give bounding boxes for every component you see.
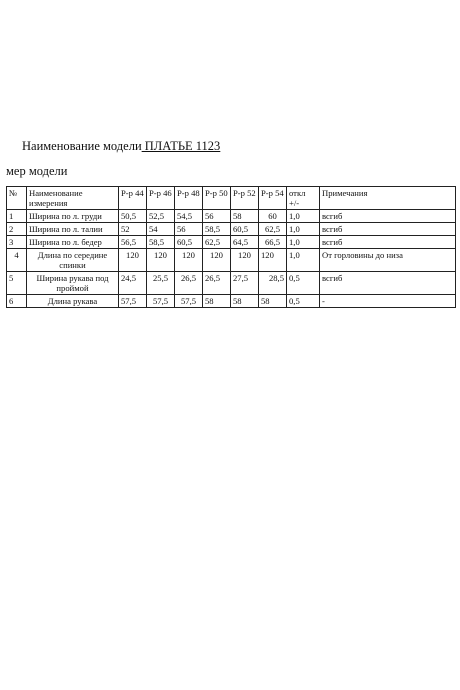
tolerance-value: 1,0: [287, 249, 320, 272]
row-number: 4: [7, 249, 27, 272]
value-size-48: 26,5: [175, 272, 203, 295]
value-size-52: 60,5: [231, 223, 259, 236]
row-number: 6: [7, 295, 27, 308]
value-size-46: 120: [147, 249, 175, 272]
column-header-size-46: Р-р 46: [147, 187, 175, 210]
measurement-name: Ширина по л. груди: [27, 210, 119, 223]
value-size-48: 57,5: [175, 295, 203, 308]
value-size-46: 54: [147, 223, 175, 236]
value-size-46: 25,5: [147, 272, 175, 295]
column-header-size-48: Р-р 48: [175, 187, 203, 210]
value-size-50: 56: [203, 210, 231, 223]
value-size-48: 120: [175, 249, 203, 272]
value-size-50: 120: [203, 249, 231, 272]
value-size-54: 66,5: [259, 236, 287, 249]
column-header-size-54: Р-р 54: [259, 187, 287, 210]
column-header-size-52: Р-р 52: [231, 187, 259, 210]
measurement-name: Длина по середине спинки: [27, 249, 119, 272]
value-size-46: 58,5: [147, 236, 175, 249]
value-size-50: 62,5: [203, 236, 231, 249]
column-header-notes: Примечания: [320, 187, 456, 210]
value-size-44: 56,5: [119, 236, 147, 249]
value-size-52: 58: [231, 295, 259, 308]
row-number: 5: [7, 272, 27, 295]
measurement-name: Ширина по л. бедер: [27, 236, 119, 249]
value-size-48: 56: [175, 223, 203, 236]
column-header-size-44: Р-р 44: [119, 187, 147, 210]
row-number: 1: [7, 210, 27, 223]
table-row: [7, 210, 456, 223]
document-subtitle: мер модели: [6, 164, 68, 178]
value-size-52: 27,5: [231, 272, 259, 295]
value-size-54: 62,5: [259, 223, 287, 236]
tolerance-value: 1,0: [287, 236, 320, 249]
model-name: ПЛАТЬЕ 1123: [141, 139, 221, 153]
table-header-row: [7, 187, 456, 210]
note: От горловины до низа: [320, 249, 456, 272]
note: -: [320, 295, 456, 308]
value-size-48: 60,5: [175, 236, 203, 249]
tolerance-value: 0,5: [287, 295, 320, 308]
tolerance-value: 1,0: [287, 210, 320, 223]
value-size-52: 64,5: [231, 236, 259, 249]
measurement-name: Ширина рукава под проймой: [27, 272, 119, 295]
value-size-52: 58: [231, 210, 259, 223]
column-header-tolerance: откл +/-: [287, 187, 320, 210]
value-size-44: 57,5: [119, 295, 147, 308]
table-row: [7, 236, 456, 249]
note: всгиб: [320, 223, 456, 236]
table-row: [7, 295, 456, 308]
row-number: 2: [7, 223, 27, 236]
note: всгиб: [320, 210, 456, 223]
measurements-table: [6, 186, 456, 308]
measurement-name: Длина рукава: [27, 295, 119, 308]
note: всгиб: [320, 236, 456, 249]
value-size-48: 54,5: [175, 210, 203, 223]
tolerance-value: 1,0: [287, 223, 320, 236]
value-size-50: 58: [203, 295, 231, 308]
value-size-50: 26,5: [203, 272, 231, 295]
value-size-44: 24,5: [119, 272, 147, 295]
value-size-50: 58,5: [203, 223, 231, 236]
row-number: 3: [7, 236, 27, 249]
column-header-number: №: [7, 187, 27, 210]
value-size-54: 58: [259, 295, 287, 308]
value-size-54: 60: [259, 210, 287, 223]
document-title: [22, 139, 220, 154]
value-size-54: 120: [259, 249, 287, 272]
column-header-name: Наименование измерения: [27, 187, 119, 210]
note: всгиб: [320, 272, 456, 295]
table-row: [7, 223, 456, 236]
measurement-name: Ширина по л. талии: [27, 223, 119, 236]
table-row: [7, 272, 456, 295]
value-size-54: 28,5: [259, 272, 287, 295]
value-size-46: 52,5: [147, 210, 175, 223]
value-size-46: 57,5: [147, 295, 175, 308]
title-prefix: Наименование модели: [22, 139, 142, 153]
tolerance-value: 0,5: [287, 272, 320, 295]
value-size-44: 52: [119, 223, 147, 236]
column-header-size-50: Р-р 50: [203, 187, 231, 210]
table-row: [7, 249, 456, 272]
value-size-52: 120: [231, 249, 259, 272]
value-size-44: 50,5: [119, 210, 147, 223]
value-size-44: 120: [119, 249, 147, 272]
